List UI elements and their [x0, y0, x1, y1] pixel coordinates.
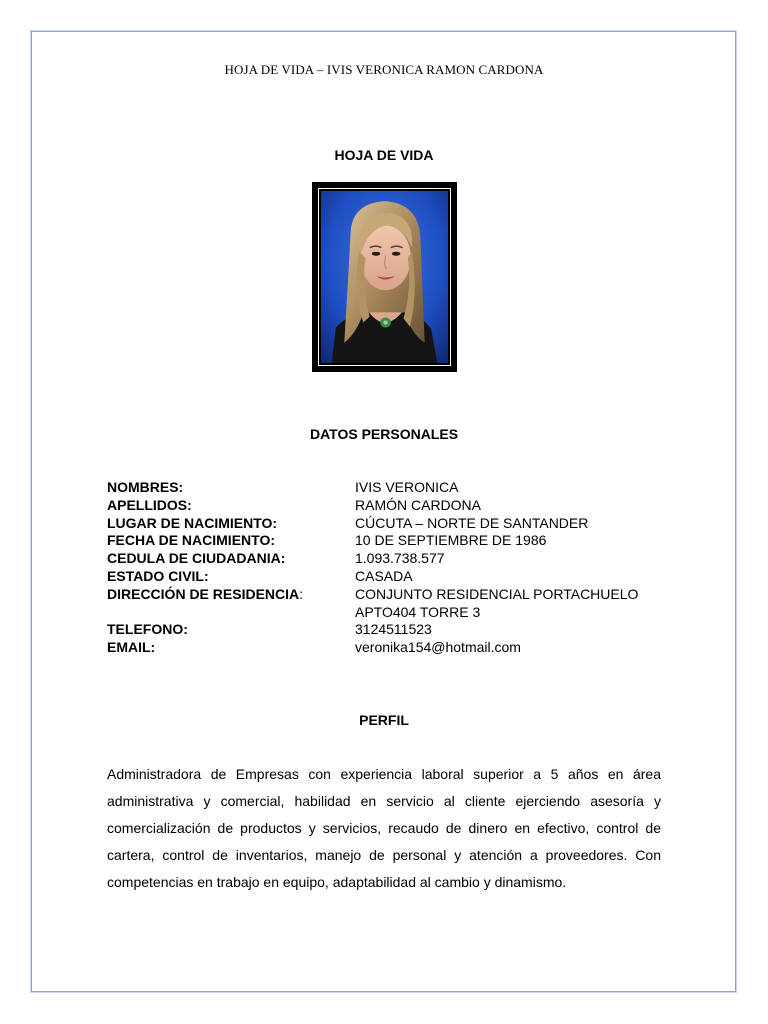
field-value: [355, 586, 677, 622]
document-title: HOJA DE VIDA: [334, 147, 434, 163]
datos-personales-heading: DATOS PERSONALES: [309, 426, 459, 442]
field-label: ESTADO CIVIL:: [107, 567, 209, 584]
field-value: 10 DE SEPTIEMBRE DE 1986: [355, 532, 547, 549]
field-value: 3124511523: [355, 621, 432, 638]
personal-data-list: [107, 479, 677, 657]
field-label-text: DIRECCIÓN DE RESIDENCIA: [107, 585, 300, 602]
field-label: NOMBRES:: [107, 479, 184, 495]
profile-paragraph: Administradora de Empresas con experiencia laboral superior a 5 años en área administrativa y comercial, habilidad en servicio al cliente ejerciendo asesoría y comercialización de productos y servicios, recaudo de dinero en efectivo, control de cartera, control de inventarios, manejo de personal y atención a proveedores. Con competencias en trabajo en equipo, adaptabilidad al cambio y dinamismo.: [107, 766, 661, 890]
running-header: HOJA DE VIDA – IVIS VERONICA RAMON CARDONA: [224, 62, 544, 77]
field-value-line2: APTO404 TORRE 3: [355, 603, 481, 620]
field-value: veronika154@hotmail.com: [355, 639, 521, 656]
field-email: [107, 639, 677, 657]
field-label: FECHA DE NACIMIENTO:: [107, 532, 275, 549]
field-value: IVIS VERONICA: [355, 479, 459, 495]
field-label: LUGAR DE NACIMIENTO:: [107, 514, 278, 531]
field-value: CÚCUTA – NORTE DE SANTANDER: [355, 514, 589, 531]
field-label: TELEFONO:: [107, 621, 188, 638]
field-value: CASADA: [355, 567, 413, 584]
field-label: CEDULA DE CIUDADANIA:: [107, 550, 286, 567]
field-lugar-nacimiento: [107, 515, 677, 533]
field-label: [107, 586, 355, 622]
field-label: EMAIL:: [107, 639, 156, 656]
field-estado-civil: [107, 568, 677, 586]
field-apellidos: [107, 497, 677, 515]
profile-photo-image: [321, 191, 448, 363]
field-value: RAMÓN CARDONA: [355, 496, 482, 513]
perfil-heading: PERFIL: [359, 712, 409, 728]
field-fecha-nacimiento: [107, 532, 677, 550]
field-nombres: [107, 479, 677, 497]
field-value-line1: CONJUNTO RESIDENCIAL PORTACHUELO: [355, 585, 639, 602]
field-telefono: [107, 621, 677, 639]
field-cedula: [107, 550, 677, 568]
field-direccion: [107, 586, 677, 622]
field-label-colon: :: [299, 585, 304, 602]
profile-photo: [318, 188, 451, 366]
profile-photo-frame: [312, 182, 457, 372]
field-label: APELLIDOS:: [107, 496, 192, 513]
field-value: 1.093.738.577: [355, 550, 445, 567]
